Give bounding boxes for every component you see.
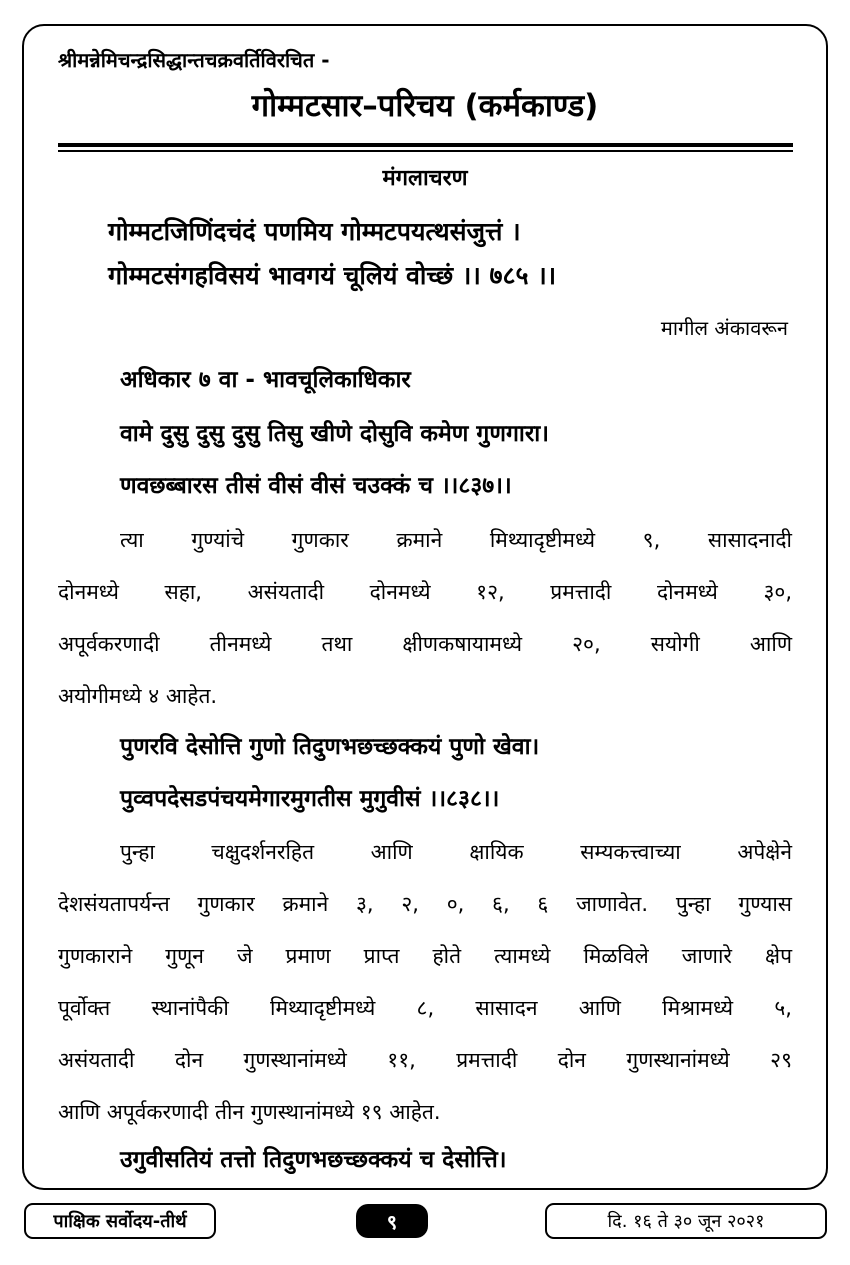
issue-date: दि. १६ ते ३० जून २०२१ — [545, 1203, 827, 1239]
title-divider-thick — [58, 143, 793, 147]
gatha-837-line-2: णवछब्बारस तीसं वीसं वीसं चउक्कं च ।।८३७।। — [120, 473, 512, 499]
publication-name: पाक्षिक सर्वोदय-तीर्थ — [24, 1203, 216, 1239]
explanation-837-line-3: अपूर्वकरणादी तीनमध्ये तथा क्षीणकषायामध्ये २०, सयोगी आणि — [58, 632, 792, 656]
explanation-838-line-4: पूर्वोक्त स्थानांपैकी मिथ्यादृष्टीमध्ये ८, सासादन आणि मिश्रामध्ये ५, — [58, 996, 792, 1020]
mangal-verse-line-1: गोम्मटजिणिंदचंदं पणमिय गोम्मटपयत्थसंजुत्तं । — [108, 217, 521, 246]
explanation-837-line-4: अयोगीमध्ये ४ आहेत. — [58, 684, 218, 708]
gatha-838-line-2: पुव्वपदेसडपंचयमेगारमुगतीस मुगुवीसं ।।८३८।। — [120, 786, 500, 812]
page-title: गोम्मटसार–परिचय (कर्मकाण्ड) — [251, 88, 599, 124]
explanation-838-line-2: देशसंयतापर्यन्त गुणकार क्रमाने ३, २, ०, ६, ६ जाणावेत. पुन्हा गुण्यास — [58, 892, 792, 916]
gatha-837-line-1: वामे दुसु दुसु दुसु तिसु खीणे दोसुवि कमेण गुणगारा। — [120, 421, 549, 447]
explanation-837 — [58, 514, 792, 722]
explanation-838-line-5: असंयतादी दोन गुणस्थानांमध्ये ११, प्रमत्तादी दोन गुणस्थानांमध्ये २९ — [58, 1048, 792, 1072]
gatha-838-line-1: पुणरवि देसोत्ति गुणो तिदुणभछच्छक्कयं पुणो खेवा। — [120, 734, 540, 760]
page-number: ९ — [356, 1204, 428, 1238]
explanation-838-line-6: आणि अपूर्वकरणादी तीन गुणस्थानांमध्ये १९ आहेत. — [58, 1100, 441, 1124]
source-note: मागील अंकावरून — [660, 316, 788, 340]
chapter-heading: अधिकार ७ वा - भावचूलिकाधिकार — [120, 367, 411, 393]
mangal-verse-line-2: गोम्मटसंगहविसयं भावगयं चूलियं वोच्छं ।। ७८५ ।। — [108, 261, 557, 290]
explanation-838 — [58, 826, 792, 1138]
section-heading: मंगलाचरण — [382, 166, 468, 191]
author-attribution: श्रीमन्नेमिचन्द्रसिद्धान्तचक्रवर्तिविरचित - — [58, 48, 330, 72]
explanation-838-line-3: गुणकाराने गुणून जे प्रमाण प्राप्त होते त्यामध्ये मिळविले जाणारे क्षेप — [58, 944, 792, 968]
gatha-839-line-1: उगुवीसतियं तत्तो तिदुणभछच्छक्कयं च देसोत्ति। — [120, 1147, 507, 1173]
explanation-837-line-1: त्या गुण्यांचे गुणकार क्रमाने मिथ्यादृष्टीमध्ये ९, सासादनादी — [120, 528, 792, 552]
explanation-837-line-2: दोनमध्ये सहा, असंयतादी दोनमध्ये १२, प्रमत्तादी दोनमध्ये ३०, — [58, 580, 792, 604]
explanation-838-line-1: पुन्हा चक्षुदर्शनरहित आणि क्षायिक सम्यकत्त्वाच्या अपेक्षेने — [120, 840, 792, 864]
title-divider-thin — [58, 150, 793, 152]
